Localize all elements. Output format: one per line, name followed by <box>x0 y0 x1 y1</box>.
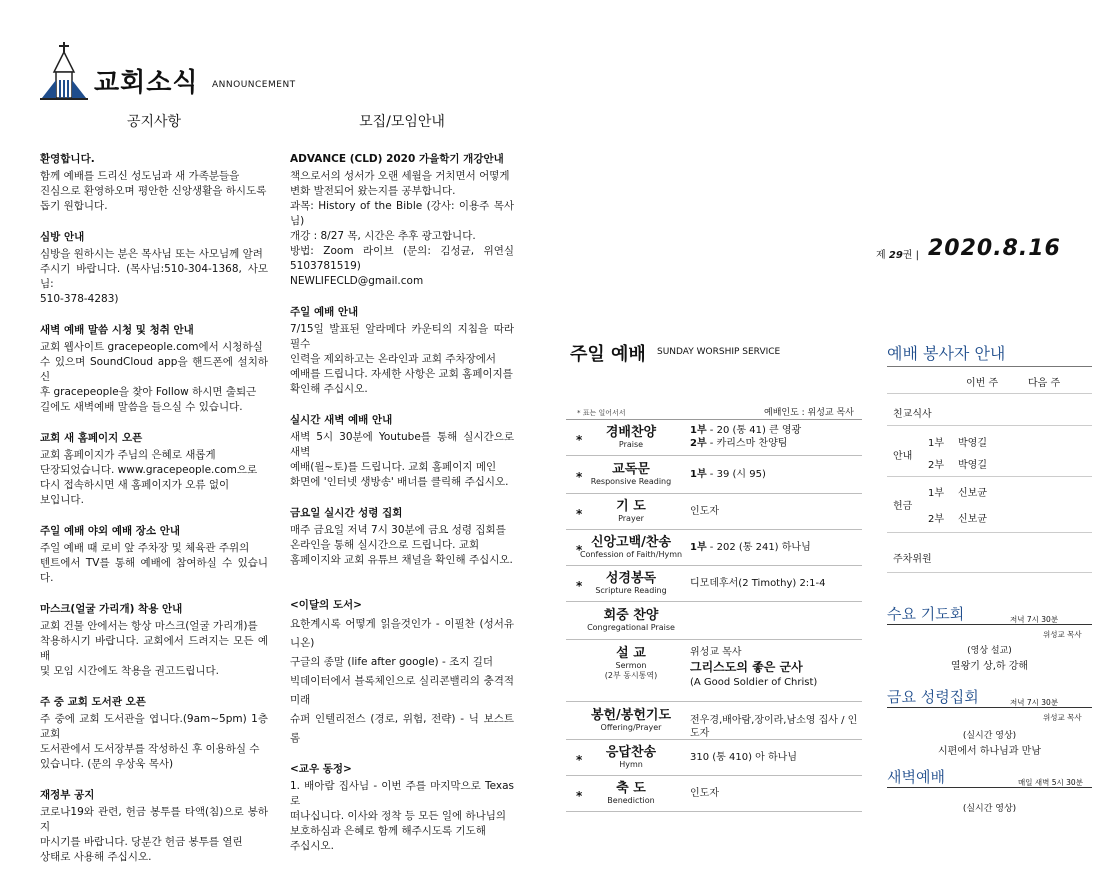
standing-mark: * <box>576 470 583 484</box>
friday-leader: 위성교 목사 <box>1043 713 1082 722</box>
worship-item-en: Sermon <box>615 661 647 670</box>
worship-note: * 표는 일어서서 <box>577 409 626 417</box>
worship-item-name <box>576 535 686 560</box>
worship-item-en: Prayer <box>618 514 644 523</box>
worship-detail-line: 1부 - 202 (통 241) 하나님 <box>690 542 811 553</box>
worship-detail-line: 1부 - 20 (통 41) 큰 영광 <box>690 425 802 436</box>
notice-body <box>40 247 268 307</box>
notices-heading: 공지사항 <box>126 114 182 130</box>
text-line: 온라인을 통해 실시간으로 드립니다. 교회 <box>290 539 480 551</box>
notice-body <box>40 541 268 586</box>
worship-row <box>566 640 862 702</box>
divider <box>887 366 1092 367</box>
worship-item-name <box>576 781 686 806</box>
worship-item-en: Congregational Praise <box>587 623 675 632</box>
text-line: 도서관에서 도서장부를 작성하신 후 이용하실 수 <box>40 743 260 755</box>
text-line: 교회 건물 안에서는 항상 마스크(얼굴 가리개)를 <box>40 620 258 632</box>
worship-item-detail <box>690 505 719 518</box>
notices-list <box>40 152 268 865</box>
text-line: 상태로 사용해 주십시오. <box>40 851 152 863</box>
worship-detail-line: 1부 - 39 (시 95) <box>690 469 766 480</box>
worship-item-en: Offering/Prayer <box>600 723 662 732</box>
friday-title: 금요 성령집회 <box>887 688 979 706</box>
worship-detail-line: 위성교 목사 <box>690 647 742 658</box>
worship-item-detail <box>690 424 801 450</box>
text-line: 예배(월~토)를 드립니다. 교회 홈페이지 메인 <box>290 461 497 473</box>
worship-title: 주일 예배 <box>570 344 646 365</box>
standing-mark: * <box>576 789 583 803</box>
worship-detail-line: 인도자 <box>690 788 719 799</box>
notice-title: 교회 새 홈페이지 오픈 <box>40 432 143 444</box>
wednesday-note: (영상 설교) <box>967 646 1012 656</box>
worship-item-ko: 응답찬송 <box>605 745 657 760</box>
servers-parking: 주차위원 <box>893 554 932 565</box>
text-line: 예배를 드립니다. 자세한 사항은 교회 홈페이지를 <box>290 368 513 380</box>
divider <box>887 425 1092 426</box>
worship-item-ko: 설 교 <box>616 646 646 661</box>
service-part: 2부 <box>690 438 707 449</box>
servers-guide-1: 1부 <box>928 438 945 449</box>
church-icon <box>40 42 90 100</box>
text-line: 확인해 주십시오. <box>290 383 368 395</box>
notice-title: 심방 안내 <box>40 231 85 243</box>
text-line: 주 중에 교회 도서관을 엽니다.(9am~5pm) 1층 교회 <box>40 713 268 740</box>
servers-guide-2-name: 박영길 <box>958 460 987 471</box>
servers-col-next: 다음 주 <box>1028 378 1061 389</box>
recruit-column <box>290 115 514 870</box>
notices-column <box>40 115 268 881</box>
worship-item-name <box>576 708 686 733</box>
servers-offering: 헌금 <box>893 501 913 512</box>
worship-row <box>566 702 862 740</box>
standing-mark: * <box>576 579 583 593</box>
worship-item-detail <box>690 787 719 800</box>
recruit-body <box>290 322 514 397</box>
divider <box>887 532 1092 533</box>
worship-row <box>566 456 862 494</box>
books-body <box>290 615 514 748</box>
standing-mark: * <box>576 507 583 521</box>
text-line: 화면에 '인터넷 생방송' 배너를 클릭해 주십시오. <box>290 476 509 488</box>
worship-item-detail <box>690 468 766 481</box>
dawn-time: 매일 새벽 5시 30분 <box>1018 778 1083 787</box>
text-line: 보호하심과 은혜로 함께 해주시도록 기도해 <box>290 825 486 837</box>
text-line: 다시 접속하시면 새 홈페이지가 오류 없이 <box>40 479 230 491</box>
worship-detail-line: 전우경,배아람,장이라,남소영 집사 / 인도자 <box>690 715 858 739</box>
worship-item-ko: 봉헌/봉헌기도 <box>590 708 672 723</box>
friday-text: 시편에서 하나님과 만남 <box>938 746 1041 757</box>
text-line: 과목: History of the Bible (강사: 이용주 목사님) <box>290 200 514 227</box>
servers-guide-2: 2부 <box>928 460 945 471</box>
notice-body <box>40 805 268 865</box>
service-part: 1부 <box>690 425 707 436</box>
recruit-body <box>290 430 514 490</box>
friday-note: (실시간 영상) <box>962 731 1017 741</box>
worship-row <box>566 420 862 456</box>
worship-detail-line: 그리스도의 좋은 군사 <box>690 660 803 674</box>
divider <box>887 624 1092 625</box>
worship-item-detail <box>690 541 811 554</box>
notice-body <box>40 169 268 214</box>
worship-row <box>566 740 862 776</box>
text-line: 돕기 원합니다. <box>40 200 108 212</box>
divider <box>887 476 1092 477</box>
text-line: 홈페이지와 교회 유튜브 채널을 확인해 주십시오. <box>290 554 513 566</box>
text-line: 개강 : 8/27 목, 시간은 추후 광고합니다. <box>290 230 476 242</box>
worship-item-en: Praise <box>618 440 644 449</box>
worship-leader: 예배인도 : 위성교 목사 <box>764 408 854 418</box>
recruit-body <box>290 169 514 289</box>
text-line: 심방을 원하시는 분은 목사님 또는 사모님께 알려 <box>40 248 263 260</box>
text-line: 7/15일 발표된 알라메다 카운티의 지침을 따라 필수 <box>290 323 514 350</box>
notice-body <box>40 712 268 772</box>
worship-detail-line: 310 (통 410) 아 하나님 <box>690 752 797 763</box>
worship-item-en: Benediction <box>607 796 655 805</box>
servers-title: 예배 봉사자 안내 <box>887 344 1006 363</box>
worship-item-name <box>576 646 686 681</box>
worship-item-ko: 기 도 <box>616 499 646 514</box>
text-line: 주시기 바랍니다. (목사님:510-304-1368, 사모님: <box>40 263 268 290</box>
text-line: 함께 예배를 드리신 성도님과 새 가족분들을 <box>40 170 240 182</box>
worship-item-detail <box>690 646 817 689</box>
text-line: 매주 금요일 저녁 7시 30분에 금요 성령 집회를 <box>290 524 506 536</box>
notice-title: 주 중 교회 도서관 오픈 <box>40 696 146 708</box>
servers-guide-1-name: 박영길 <box>958 438 987 449</box>
text-line: 구글의 종말 (life after google) - 조지 길더 <box>290 656 494 668</box>
worship-item-name <box>576 462 686 487</box>
servers-guide: 안내 <box>893 451 913 462</box>
text-line: 책으로서의 성서가 오랜 세월을 거치면서 어떻게 <box>290 170 510 182</box>
servers-fellowship: 친교식사 <box>893 409 932 420</box>
worship-item-en: Responsive Reading <box>590 477 672 486</box>
worship-item-ko: 성경봉독 <box>605 571 657 586</box>
news-title: <교우 동정> <box>290 763 352 775</box>
worship-item-detail <box>690 577 826 590</box>
text-line: 단장되었습니다. www.gracepeople.com으로 <box>40 464 258 476</box>
divider <box>887 393 1092 394</box>
notice-title: 새벽 예배 말씀 시청 및 청취 안내 <box>40 324 194 336</box>
notice-body <box>40 448 268 508</box>
text-line: 보입니다. <box>40 494 84 506</box>
news-body <box>290 779 514 854</box>
issue-date: 2020.8.16 <box>928 236 1061 261</box>
worship-row <box>566 602 862 640</box>
text-line: 및 모임 시간에도 착용을 권고드립니다. <box>40 665 219 677</box>
divider <box>887 707 1092 708</box>
text-line: 수 있으며 SoundCloud app을 핸드폰에 설치하신 <box>40 356 268 383</box>
worship-detail-line: 디모데후서(2 Timothy) 2:1-4 <box>690 578 826 589</box>
service-part: 1부 <box>690 542 707 553</box>
text-line: 텐트에서 TV를 통해 예배에 참여하실 수 있습니다. <box>40 557 268 584</box>
servers-offering-1-name: 신보균 <box>958 488 987 499</box>
text-line: 교회 웹사이트 gracepeople.com에서 시청하실 <box>40 341 263 353</box>
recruit-title: 실시간 새벽 예배 안내 <box>290 414 393 426</box>
wednesday-text: 열왕기 상,하 강해 <box>950 661 1029 672</box>
notice-body <box>40 340 268 415</box>
worship-item-en-note: (2부 동시통역) <box>604 671 658 680</box>
servers-offering-1: 1부 <box>928 488 945 499</box>
text-line: 후 gracepeople을 찾아 Follow 하시면 출퇴근 <box>40 386 257 398</box>
text-line: 방법: Zoom 라이브 (문의: 김성균, 위연실5103781519) <box>290 245 514 272</box>
worship-detail-line: 인도자 <box>690 506 719 517</box>
dawn-title: 새벽예배 <box>887 768 945 786</box>
wednesday-time: 저녁 7시 30분 <box>1010 615 1059 624</box>
books-title: <이달의 도서> <box>290 599 362 611</box>
worship-row <box>566 494 862 530</box>
text-line: 진심으로 환영하오며 평안한 신앙생활을 하시도록 <box>40 185 267 197</box>
worship-item-en: Scripture Reading <box>595 586 667 595</box>
notice-title: 재정부 공지 <box>40 789 95 801</box>
text-line: 떠나십니다. 이사와 정착 등 모든 일에 하나님의 <box>290 810 507 822</box>
servers-offering-2: 2부 <box>928 514 945 525</box>
notice-title: 환영합니다. <box>40 153 95 165</box>
worship-item-ko: 신앙고백/찬송 <box>590 535 672 550</box>
page-subtitle: ANNOUNCEMENT <box>212 80 296 90</box>
friday-time: 저녁 7시 30분 <box>1010 698 1059 707</box>
text-line: 주일 예배 때 로비 앞 주차장 및 체육관 주위의 <box>40 542 250 554</box>
notice-title: 주일 예배 야외 예배 장소 안내 <box>40 525 180 537</box>
recruit-title: 금요일 실시간 성령 집회 <box>290 507 403 519</box>
worship-item-ko: 교독문 <box>612 462 650 477</box>
issue-volume: 제 29권 | <box>876 250 919 261</box>
worship-item-ko: 회중 찬양 <box>603 608 659 623</box>
worship-item-name <box>576 571 686 596</box>
worship-item-ko: 경배찬양 <box>605 425 657 440</box>
worship-item-name <box>576 499 686 524</box>
dawn-note: (실시간 영상) <box>962 804 1017 814</box>
recruit-body <box>290 523 514 568</box>
text-line: 마시기를 바랍니다. 당분간 헌금 봉투를 열린 <box>40 836 243 848</box>
divider <box>887 572 1092 573</box>
servers-offering-2-name: 신보균 <box>958 514 987 525</box>
recruit-title: 주일 예배 안내 <box>290 306 359 318</box>
wednesday-leader: 위성교 목사 <box>1043 630 1082 639</box>
recruit-list <box>290 152 514 568</box>
text-line: 교회 홈페이지가 주님의 은혜로 새롭게 <box>40 449 216 461</box>
text-line: 길에도 새벽예배 말씀을 들으실 수 있습니다. <box>40 401 243 413</box>
servers-col-this: 이번 주 <box>966 378 999 389</box>
recruit-heading: 모집/모임안내 <box>359 114 445 130</box>
text-line: NEWLIFECLD@gmail.com <box>290 275 424 287</box>
text-line: 빅데이터에서 블록체인으로 실리콘밸리의 충격적 미래 <box>290 675 514 706</box>
text-line: 있습니다. (문의 우상욱 목사) <box>40 758 174 770</box>
text-line: 인력을 제외하고는 온라인과 교회 주차장에서 <box>290 353 497 365</box>
text-line: 주십시오. <box>290 840 334 852</box>
worship-item-ko: 축 도 <box>616 781 646 796</box>
worship-item-name <box>576 608 686 633</box>
text-line: 슈퍼 인텔리전스 (경로, 위험, 전략) - 닉 보스트롬 <box>290 713 514 744</box>
wednesday-title: 수요 기도회 <box>887 605 965 623</box>
worship-row <box>566 776 862 812</box>
worship-row <box>566 566 862 602</box>
text-line: 요한계시록 어떻게 읽을것인가 - 이필찬 (성서유니온) <box>290 618 514 649</box>
worship-title-en: SUNDAY WORSHIP SERVICE <box>657 347 781 357</box>
standing-mark: * <box>576 433 583 447</box>
worship-item-name <box>576 745 686 770</box>
worship-item-en: Confession of Faith/Hymn <box>579 550 683 559</box>
worship-item-en: Hymn <box>619 760 643 769</box>
worship-item-detail <box>690 714 862 740</box>
recruit-title: ADVANCE (CLD) 2020 가을학기 개강안내 <box>290 153 504 165</box>
worship-detail-line: 2부 - 카리스마 찬양팀 <box>690 438 788 449</box>
text-line: 510-378-4283) <box>40 293 119 305</box>
worship-detail-line: (A Good Soldier of Christ) <box>690 677 818 688</box>
text-line: 변화 발전되어 왔는지를 공부합니다. <box>290 185 456 197</box>
standing-mark: * <box>576 753 583 767</box>
text-line: 1. 배아람 집사님 - 이번 주를 마지막으로 Texas로 <box>290 780 514 807</box>
text-line: 코로나19와 관련, 헌금 봉투를 타액(침)으로 봉하지 <box>40 806 268 833</box>
worship-item-detail <box>690 751 797 764</box>
notice-title: 마스크(얼굴 가리개) 착용 안내 <box>40 603 183 615</box>
standing-mark: * <box>576 543 583 557</box>
worship-item-name <box>576 425 686 450</box>
notice-body <box>40 619 268 679</box>
text-line: 새벽 5시 30분에 Youtube를 통해 실시간으로 새벽 <box>290 431 514 458</box>
service-part: 1부 <box>690 469 707 480</box>
page-title: 교회소식 <box>94 68 199 98</box>
worship-row <box>566 530 862 566</box>
text-line: 착용하시기 바랍니다. 교회에서 드려지는 모든 예배 <box>40 635 268 662</box>
